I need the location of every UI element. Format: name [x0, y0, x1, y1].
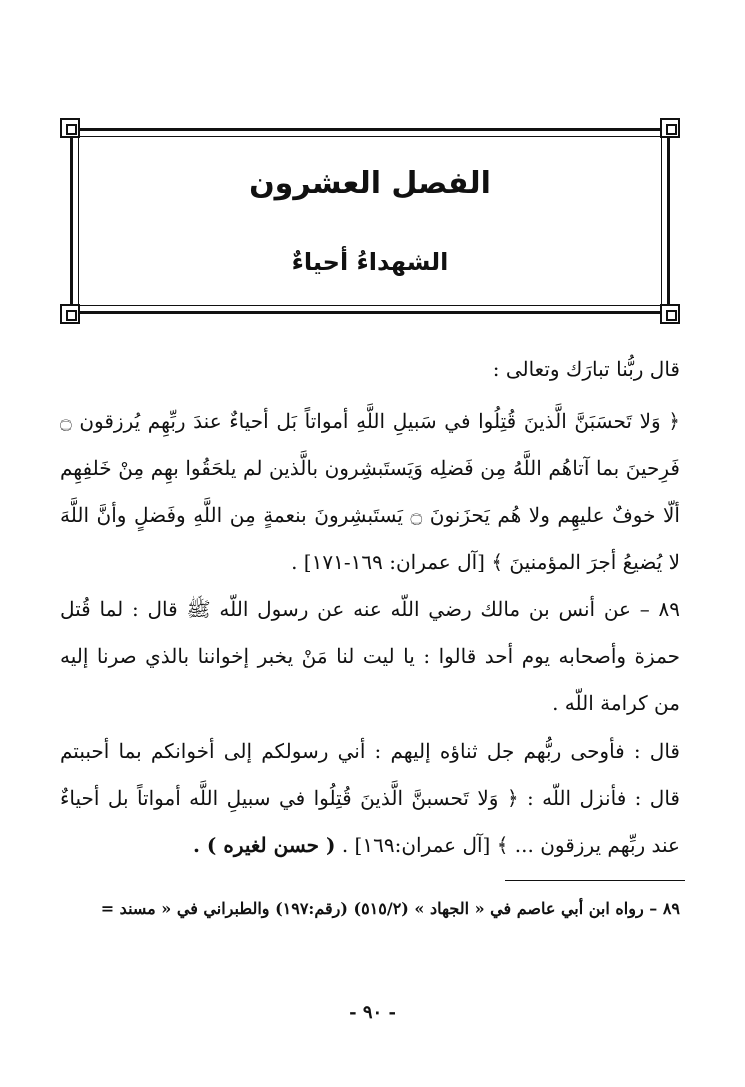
- quran-verse-block: ﴿ وَلا تَحسَبَنَّ الَّذينَ قُتِلُوا في سَبيلِ اللَّهِ أمواتاً بَل أحياءٌ عندَ ربِّهِم يُرزقون ۝ فَرِحينَ بما آتاهُم اللَّهُ مِن فَضلِه وَيَستَبشِرون بالَّذين لم يلحَقُوا بهِم مِنْ خَلفِهِم ألّا خوفٌ عليهِم ولا هُم يَحزَنونَ ۝ يَستَبشِرونَ بنعمةٍ مِن اللَّهِ وفَضلٍ وأنَّ اللَّهَ لا يُضيعُ أجرَ المؤمنينَ ﴾ [آل عمران: ١٦٩-١٧١] .: [60, 409, 680, 574]
- corner-ornament-icon: [60, 118, 80, 138]
- hadith-text-2: قال : فأوحى ربُّهم جل ثناؤه إليهم : أني رسولكم إلى أخوانكم بما أحببتم قال : فأنزل اللّه : ﴿ وَلا تَحسبنَّ الَّذينَ قُتِلُوا في سبيلِ اللَّه أمواتاً بل أحياءٌ عند ربِّهم يرزقون ... ﴾ [آل عمران:١٦٩] .: [60, 739, 680, 857]
- corner-ornament-icon: [660, 118, 680, 138]
- footnote: ٨٩ – رواه ابن أبي عاصم في « الجهاد » (٥١٥/٢) (رقم:١٩٧) والطبراني في « مسند =: [100, 899, 680, 918]
- chapter-title-frame: [60, 118, 680, 324]
- hadith-grade: ( حسن لغيره ) .: [193, 833, 336, 857]
- corner-ornament-icon: [660, 304, 680, 324]
- hadith-number: ٨٩: [658, 597, 680, 621]
- chapter-subtitle: الشهداءُ أحياءٌ: [291, 248, 449, 276]
- intro-line: قال ربُّنا تبارَك وتعالى :: [492, 357, 680, 381]
- hadith-paragraph-2: [60, 728, 680, 869]
- chapter-title: الفصل العشرون: [249, 166, 491, 201]
- hadith-text-1: – عن أنس بن مالك رضي اللّه عنه عن رسول اللّه ﷺ قال : لما قُتل حمزة وأصحابه يوم أحد قالوا : يا ليت لنا مَنْ يخبر إخواننا بالذي صرنا إليه من كرامة اللّه .: [60, 597, 680, 715]
- corner-ornament-icon: [60, 304, 80, 324]
- frame-inner-border: [78, 136, 662, 306]
- footnote-divider: [505, 880, 685, 881]
- page-number: - ٩٠ -: [349, 1002, 396, 1023]
- hadith-paragraph-1: [60, 586, 680, 727]
